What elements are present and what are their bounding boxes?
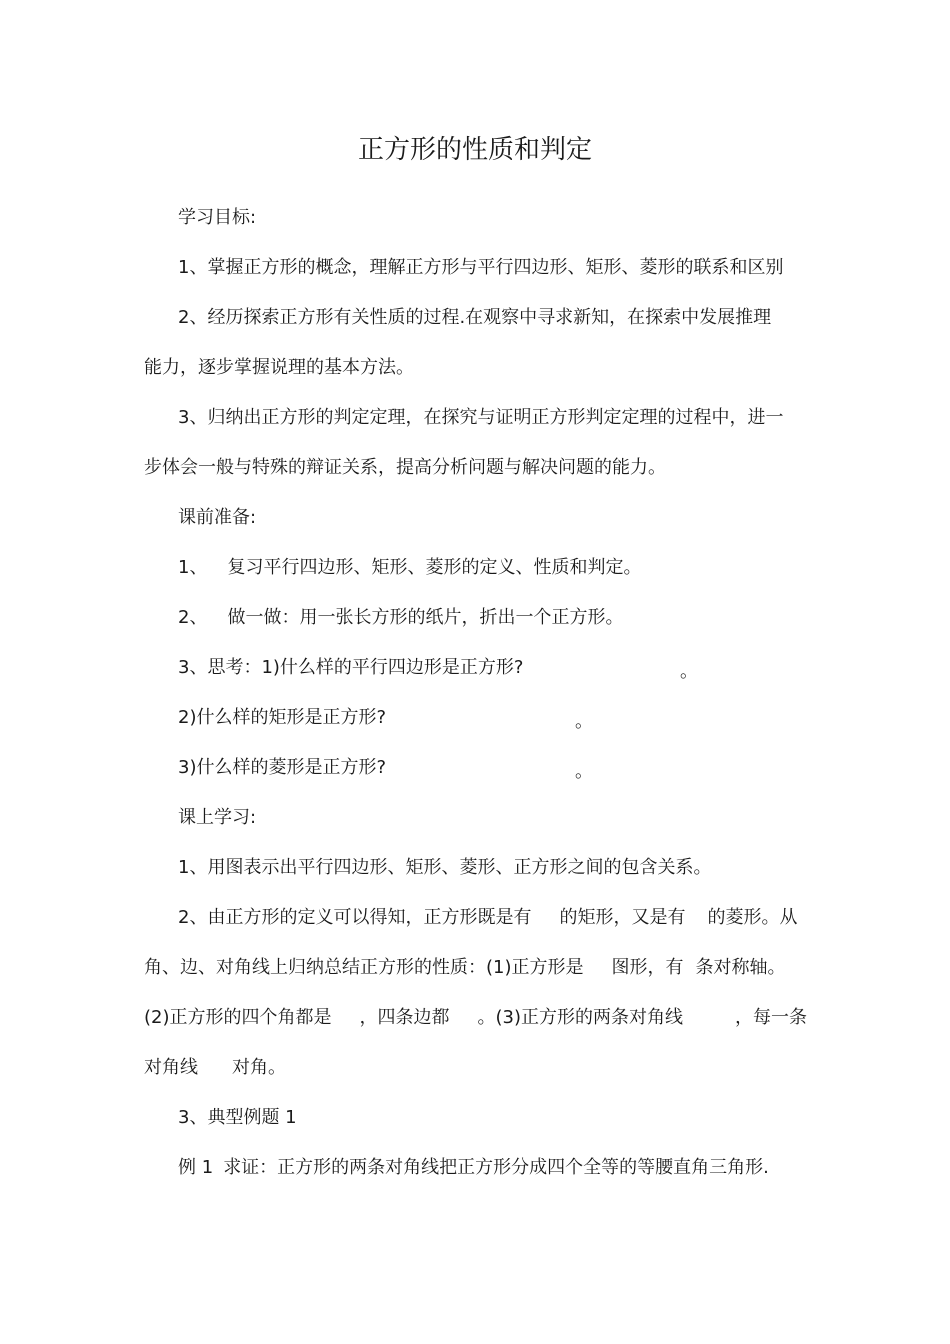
fill-blank-text: 对角。 — [232, 1057, 286, 1078]
preparation-item-3 — [178, 656, 523, 680]
fill-blank-text: ，每一条 — [735, 1007, 807, 1028]
example-text: 求证：正方形的两条对角线把正方形分成四个全等的等腰直角三角形. — [223, 1157, 769, 1178]
class-learning-item-2-line-4 — [144, 1056, 286, 1080]
preparation-item-3-end: 。 — [680, 661, 698, 682]
fill-blank-text: 对角线 — [144, 1057, 198, 1078]
preparation-item-3-text: 3、思考：1)什么样的平行四边形是正方形? — [178, 657, 524, 678]
fill-blank-text: 的菱形。从 — [707, 907, 798, 928]
fill-blank-text: 的矩形，又是有 — [559, 907, 686, 928]
fill-blank-text: 图形，有 — [611, 957, 684, 978]
class-learning-heading: 课上学习: — [178, 807, 257, 828]
class-learning-item-2-line-2 — [144, 956, 786, 980]
preparation-item-1-number: 1、 — [178, 557, 208, 578]
page-title: 正方形的性质和判定 — [357, 135, 592, 165]
example-1 — [178, 1156, 769, 1180]
objective-item-1: 1、掌握正方形的概念，理解正方形与平行四边形、矩形、菱形的联系和区别 — [178, 257, 784, 278]
objective-item-3-line-2: 步体会一般与特殊的辩证关系，提高分析问题与解决问题的能力。 — [144, 457, 666, 478]
preparation-heading: 课前准备: — [178, 507, 257, 528]
fill-blank-text: ，四条边都 — [359, 1007, 450, 1028]
preparation-item-2-number: 2、 — [178, 607, 208, 628]
preparation-question-2: 2)什么样的矩形是正方形? — [178, 707, 387, 728]
fill-blank-text: 2、由正方形的定义可以得知，正方形既是有 — [178, 907, 532, 928]
fill-blank-text: 条对称轴。 — [695, 957, 786, 978]
preparation-item-2 — [178, 606, 623, 630]
objective-item-2-line-2: 能力，逐步掌握说理的基本方法。 — [144, 357, 414, 378]
class-learning-item-3: 3、典型例题 1 — [178, 1107, 297, 1128]
fill-blank-text: 。(3)正方形的两条对角线 — [477, 1007, 683, 1028]
fill-blank-text: (2)正方形的四个角都是 — [144, 1007, 332, 1028]
preparation-question-2-end: 。 — [575, 711, 593, 732]
preparation-question-3: 3)什么样的菱形是正方形? — [178, 757, 387, 778]
preparation-item-1-text: 复习平行四边形、矩形、菱形的定义、性质和判定。 — [227, 557, 642, 578]
example-label: 例 1 — [178, 1157, 214, 1178]
class-learning-item-1: 1、用图表示出平行四边形、矩形、菱形、正方形之间的包含关系。 — [178, 857, 712, 878]
preparation-question-3-end: 。 — [575, 761, 593, 782]
objective-item-2-line-1: 2、经历探索正方形有关性质的过程.在观察中寻求新知，在探索中发展推理 — [178, 307, 772, 328]
class-learning-item-2-line-3 — [144, 1006, 807, 1030]
class-learning-item-2-line-1 — [178, 906, 797, 930]
objectives-heading: 学习目标: — [178, 207, 257, 228]
preparation-item-1 — [178, 556, 641, 580]
preparation-item-2-text: 做一做：用一张长方形的纸片，折出一个正方形。 — [227, 607, 624, 628]
objective-item-3-line-1: 3、归纳出正方形的判定定理，在探究与证明正方形判定定理的过程中，进一 — [178, 407, 784, 428]
fill-blank-text: 角、边、对角线上归纳总结正方形的性质：(1)正方形是 — [144, 957, 584, 978]
